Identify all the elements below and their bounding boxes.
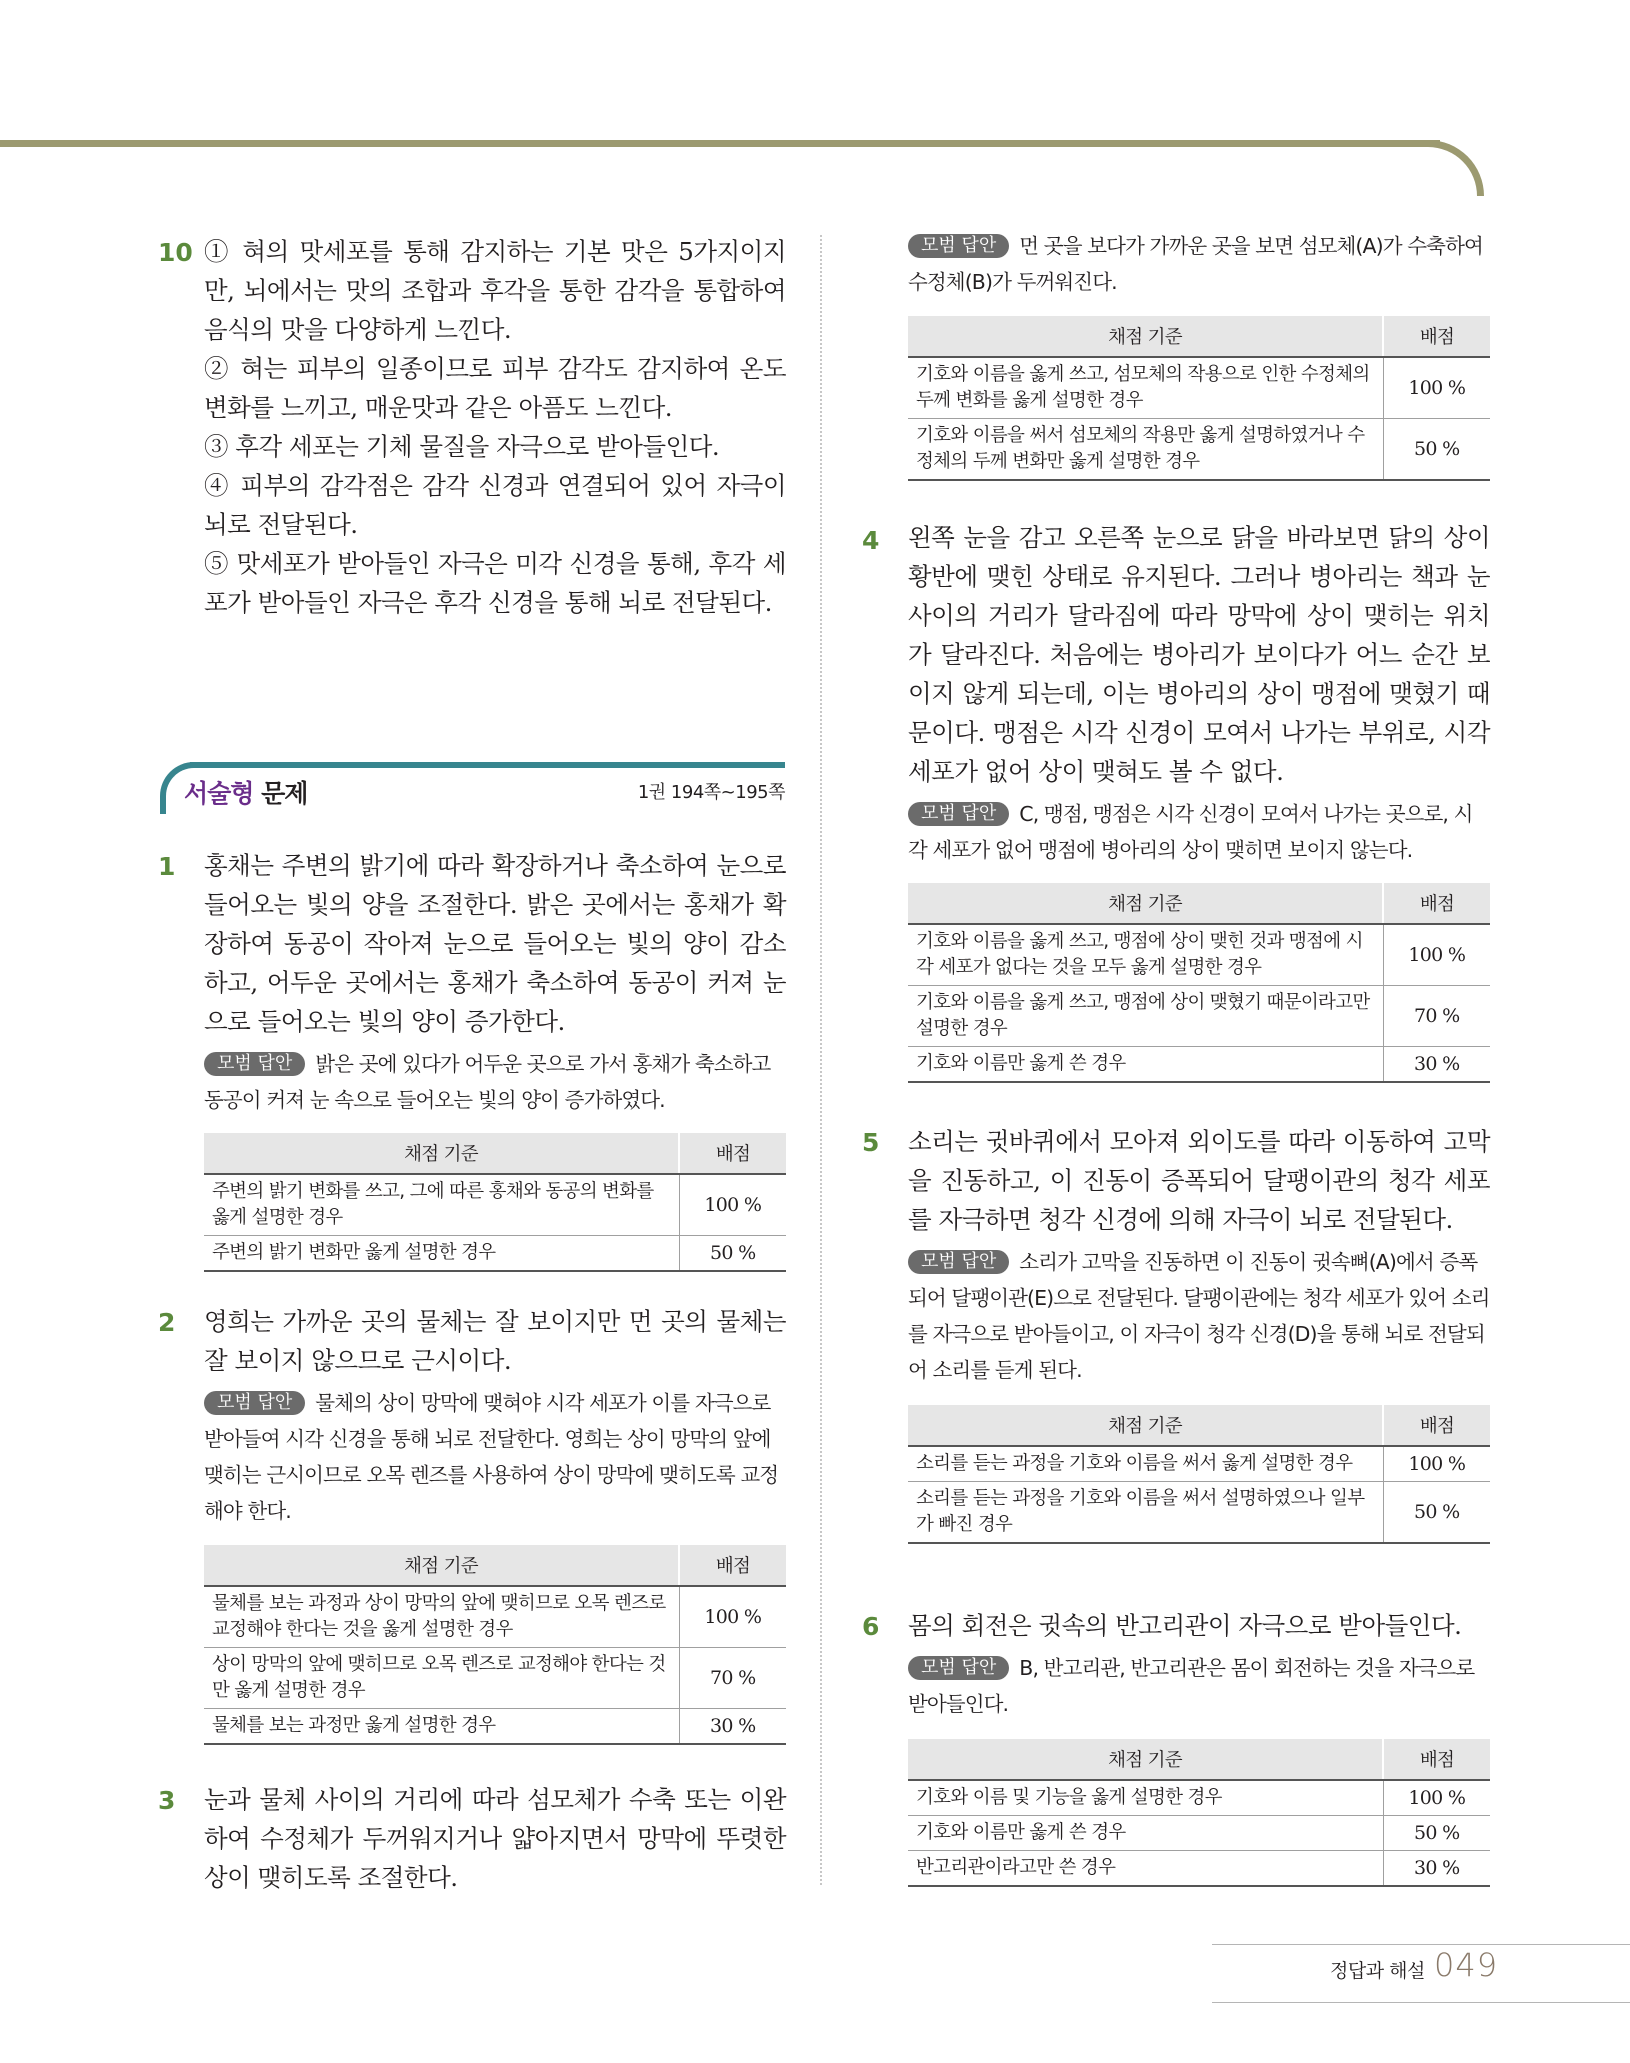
column-divider bbox=[820, 235, 822, 1885]
q5-grading-table bbox=[908, 1405, 1490, 1544]
criteria-cell: 상이 망막의 앞에 맺히므로 오목 렌즈로 교정해야 한다는 것만 옳게 설명한 경우 bbox=[204, 1648, 679, 1709]
answer-text: B, 반고리관, 반고리관은 몸이 회전하는 것을 자극으로 받아들인다. bbox=[908, 1656, 1475, 1716]
table-row bbox=[204, 1586, 786, 1648]
header-rule-corner bbox=[1400, 140, 1484, 196]
score-header: 배점 bbox=[679, 1133, 786, 1174]
answer-text: 소리가 고막을 진동하면 이 진동이 귓속뼈(A)에서 증폭되어 달팽이관(E)으로 전달된다. 달팽이관에는 청각 세포가 있어 소리를 자극으로 받아들이고, 이 자극이 청각 신경(D)을 통해 뇌로 전달되어 소리를 듣게 된다. bbox=[908, 1250, 1490, 1382]
footer-rule bbox=[1212, 1944, 1630, 1945]
score-cell: 50 % bbox=[1383, 419, 1490, 481]
section-title bbox=[184, 774, 307, 810]
table-row bbox=[908, 1446, 1490, 1482]
model-answer-badge: 모범 답안 bbox=[908, 1656, 1009, 1680]
score-cell: 100 % bbox=[679, 1174, 786, 1236]
question-number: 4 bbox=[862, 526, 880, 555]
q5-explanation: 소리는 귓바퀴에서 모아져 외이도를 따라 이동하여 고막을 진동하고, 이 진동이 증폭되어 달팽이관의 청각 세포를 자극하면 청각 신경에 의해 자극이 뇌로 전달된다. bbox=[908, 1127, 1490, 1234]
q6-model-answer bbox=[908, 1650, 1490, 1722]
criteria-header: 채점 기준 bbox=[908, 1405, 1383, 1446]
q10-line: ③ 후각 세포는 기체 물질을 자극으로 받아들인다. bbox=[204, 432, 720, 461]
criteria-cell: 물체를 보는 과정만 옳게 설명한 경우 bbox=[204, 1709, 679, 1745]
q2-model-answer bbox=[204, 1385, 786, 1529]
answer-text: 먼 곳을 보다가 가까운 곳을 보면 섬모체(A)가 수축하여 수정체(B)가 두꺼워진다. bbox=[908, 234, 1483, 294]
criteria-cell: 기호와 이름을 옳게 쓰고, 섬모체의 작용으로 인한 수정체의 두께 변화를 옳게 설명한 경우 bbox=[908, 357, 1383, 419]
question-number: 2 bbox=[158, 1308, 176, 1337]
score-cell: 30 % bbox=[1383, 1851, 1490, 1887]
criteria-cell: 기호와 이름을 옳게 쓰고, 맹점에 상이 맺혔기 때문이라고만 설명한 경우 bbox=[908, 986, 1383, 1047]
score-cell: 100 % bbox=[1383, 924, 1490, 986]
score-cell: 100 % bbox=[1383, 357, 1490, 419]
q10-line: ⑤ 맛세포가 받아들인 자극은 미각 신경을 통해, 후각 세포가 받아들인 자극은 후각 신경을 통해 뇌로 전달된다. bbox=[204, 549, 786, 617]
score-cell: 100 % bbox=[1383, 1446, 1490, 1482]
question-number: 10 bbox=[158, 238, 193, 267]
q2-explanation: 영희는 가까운 곳의 물체는 잘 보이지만 먼 곳의 물체는 잘 보이지 않으므로 근시이다. bbox=[204, 1307, 786, 1375]
q4-model-answer bbox=[908, 796, 1490, 868]
q3-model-answer bbox=[908, 228, 1490, 300]
q5-model-answer bbox=[908, 1244, 1490, 1388]
criteria-cell: 반고리관이라고만 쓴 경우 bbox=[908, 1851, 1383, 1887]
criteria-cell: 기호와 이름만 옳게 쓴 경우 bbox=[908, 1816, 1383, 1851]
q10-line: ② 혀는 피부의 일종이므로 피부 감각도 감지하여 온도 변화를 느끼고, 매운맛과 같은 아픔도 느낀다. bbox=[204, 354, 786, 422]
criteria-header: 채점 기준 bbox=[908, 1739, 1383, 1780]
model-answer-badge: 모범 답안 bbox=[908, 1250, 1009, 1274]
question-number: 3 bbox=[158, 1786, 176, 1815]
table-row bbox=[908, 1047, 1490, 1083]
q6-grading-table bbox=[908, 1739, 1490, 1887]
footer-rule bbox=[1212, 2002, 1630, 2003]
table-row bbox=[204, 1236, 786, 1272]
q10-explanation bbox=[204, 232, 786, 622]
table-row bbox=[204, 1709, 786, 1745]
page-number: 049 bbox=[1434, 1946, 1499, 1984]
criteria-cell: 소리를 듣는 과정을 기호와 이름을 써서 설명하였으나 일부가 빠진 경우 bbox=[908, 1482, 1383, 1544]
criteria-cell: 기호와 이름을 써서 섬모체의 작용만 옳게 설명하였거나 수정체의 두께 변화만 옳게 설명한 경우 bbox=[908, 419, 1383, 481]
question-number: 5 bbox=[862, 1128, 880, 1157]
score-header: 배점 bbox=[1383, 1739, 1490, 1780]
q3-grading-table bbox=[908, 316, 1490, 481]
score-header: 배점 bbox=[1383, 316, 1490, 357]
criteria-cell: 주변의 밝기 변화만 옳게 설명한 경우 bbox=[204, 1236, 679, 1272]
score-cell: 30 % bbox=[1383, 1047, 1490, 1083]
q3-explanation: 눈과 물체 사이의 거리에 따라 섬모체가 수축 또는 이완하여 수정체가 두꺼워지거나 얇아지면서 망막에 뚜렷한 상이 맺히도록 조절한다. bbox=[204, 1785, 786, 1892]
section-title-rest: 문제 bbox=[253, 779, 308, 808]
section-heading-bar bbox=[190, 762, 785, 768]
section-page-ref: 1권 194쪽~195쪽 bbox=[637, 782, 785, 803]
answer-text: C, 맹점, 맹점은 시각 신경이 모여서 나가는 곳으로, 시각 세포가 없어 맹점에 병아리의 상이 맺히면 보이지 않는다. bbox=[908, 802, 1473, 862]
q10-line: ① 혀의 맛세포를 통해 감지하는 기본 맛은 5가지이지만, 뇌에서는 맛의 조합과 후각을 통한 감각을 통합하여 음식의 맛을 다양하게 느낀다. bbox=[204, 237, 786, 344]
table-row bbox=[908, 1780, 1490, 1816]
q2-grading-table bbox=[204, 1545, 786, 1745]
criteria-cell: 기호와 이름만 옳게 쓴 경우 bbox=[908, 1047, 1383, 1083]
table-row bbox=[908, 357, 1490, 419]
criteria-cell: 기호와 이름 및 기능을 옳게 설명한 경우 bbox=[908, 1780, 1383, 1816]
q1-model-answer bbox=[204, 1046, 786, 1118]
table-row bbox=[908, 986, 1490, 1047]
table-row bbox=[204, 1648, 786, 1709]
model-answer-badge: 모범 답안 bbox=[908, 802, 1009, 826]
answer-text: 밝은 곳에 있다가 어두운 곳으로 가서 홍채가 축소하고 동공이 커져 눈 속으로 들어오는 빛의 양이 증가하였다. bbox=[204, 1052, 771, 1112]
table-row bbox=[204, 1174, 786, 1236]
header-rule bbox=[0, 140, 1440, 147]
score-cell: 50 % bbox=[679, 1236, 786, 1272]
question-number: 6 bbox=[862, 1612, 880, 1641]
model-answer-badge: 모범 답안 bbox=[204, 1391, 305, 1415]
criteria-cell: 물체를 보는 과정과 상이 망막의 앞에 맺히므로 오목 렌즈로 교정해야 한다는 것을 옳게 설명한 경우 bbox=[204, 1586, 679, 1648]
footer-label: 정답과 해설 bbox=[1330, 1960, 1425, 1982]
section-heading bbox=[160, 762, 785, 814]
criteria-header: 채점 기준 bbox=[908, 316, 1383, 357]
score-cell: 30 % bbox=[679, 1709, 786, 1745]
score-header: 배점 bbox=[1383, 1405, 1490, 1446]
score-cell: 100 % bbox=[1383, 1780, 1490, 1816]
score-cell: 50 % bbox=[1383, 1816, 1490, 1851]
q1-explanation: 홍채는 주변의 밝기에 따라 확장하거나 축소하여 눈으로 들어오는 빛의 양을 조절한다. 밝은 곳에서는 홍채가 확장하여 동공이 작아져 눈으로 들어오는 빛의 양이 감소하고, 어두운 곳에서는 홍채가 축소하여 동공이 커져 눈으로 들어오는 빛의 양이 증가한다. bbox=[204, 851, 786, 1036]
criteria-cell: 기호와 이름을 옳게 쓰고, 맹점에 상이 맺힌 것과 맹점에 시각 세포가 없다는 것을 모두 옳게 설명한 경우 bbox=[908, 924, 1383, 986]
criteria-header: 채점 기준 bbox=[204, 1133, 679, 1174]
q10-line: ④ 피부의 감각점은 감각 신경과 연결되어 있어 자극이 뇌로 전달된다. bbox=[204, 471, 786, 539]
criteria-cell: 소리를 듣는 과정을 기호와 이름을 써서 옳게 설명한 경우 bbox=[908, 1446, 1383, 1482]
criteria-header: 채점 기준 bbox=[908, 883, 1383, 924]
question-number: 1 bbox=[158, 852, 176, 881]
score-cell: 100 % bbox=[679, 1586, 786, 1648]
q4-grading-table bbox=[908, 883, 1490, 1083]
criteria-cell: 주변의 밝기 변화를 쓰고, 그에 따른 홍채와 동공의 변화를 옳게 설명한 경우 bbox=[204, 1174, 679, 1236]
q6-explanation: 몸의 회전은 귓속의 반고리관이 자극으로 받아들인다. bbox=[908, 1611, 1462, 1640]
criteria-header: 채점 기준 bbox=[204, 1545, 679, 1586]
table-row bbox=[908, 924, 1490, 986]
table-row bbox=[908, 1851, 1490, 1887]
answer-text: 물체의 상이 망막에 맺혀야 시각 세포가 이를 자극으로 받아들여 시각 신경을 통해 뇌로 전달한다. 영희는 상이 망막의 앞에 맺히는 근시이므로 오목 렌즈를 사용하여 상이 망막에 맺히도록 교정해야 한다. bbox=[204, 1391, 779, 1523]
model-answer-badge: 모범 답안 bbox=[204, 1052, 305, 1076]
score-header: 배점 bbox=[1383, 883, 1490, 924]
q1-grading-table bbox=[204, 1133, 786, 1272]
table-row bbox=[908, 1816, 1490, 1851]
table-row bbox=[908, 419, 1490, 481]
section-title-highlight: 서술형 bbox=[184, 779, 254, 808]
model-answer-badge: 모범 답안 bbox=[908, 234, 1009, 258]
score-header: 배점 bbox=[679, 1545, 786, 1586]
q4-explanation: 왼쪽 눈을 감고 오른쪽 눈으로 닭을 바라보면 닭의 상이 황반에 맺힌 상태로 유지된다. 그러나 병아리는 책과 눈 사이의 거리가 달라짐에 따라 망막에 상이 맺히는 위치가 달라진다. 처음에는 병아리가 보이다가 어느 순간 보이지 않게 되는데, 이는 병아리의 상이 맹점에 맺혔기 때문이다. 맹점은 시각 신경이 모여서 나가는 부위로, 시각 세포가 없어 상이 맺혀도 볼 수 없다. bbox=[908, 523, 1490, 786]
score-cell: 70 % bbox=[1383, 986, 1490, 1047]
score-cell: 50 % bbox=[1383, 1482, 1490, 1544]
table-row bbox=[908, 1482, 1490, 1544]
score-cell: 70 % bbox=[679, 1648, 786, 1709]
